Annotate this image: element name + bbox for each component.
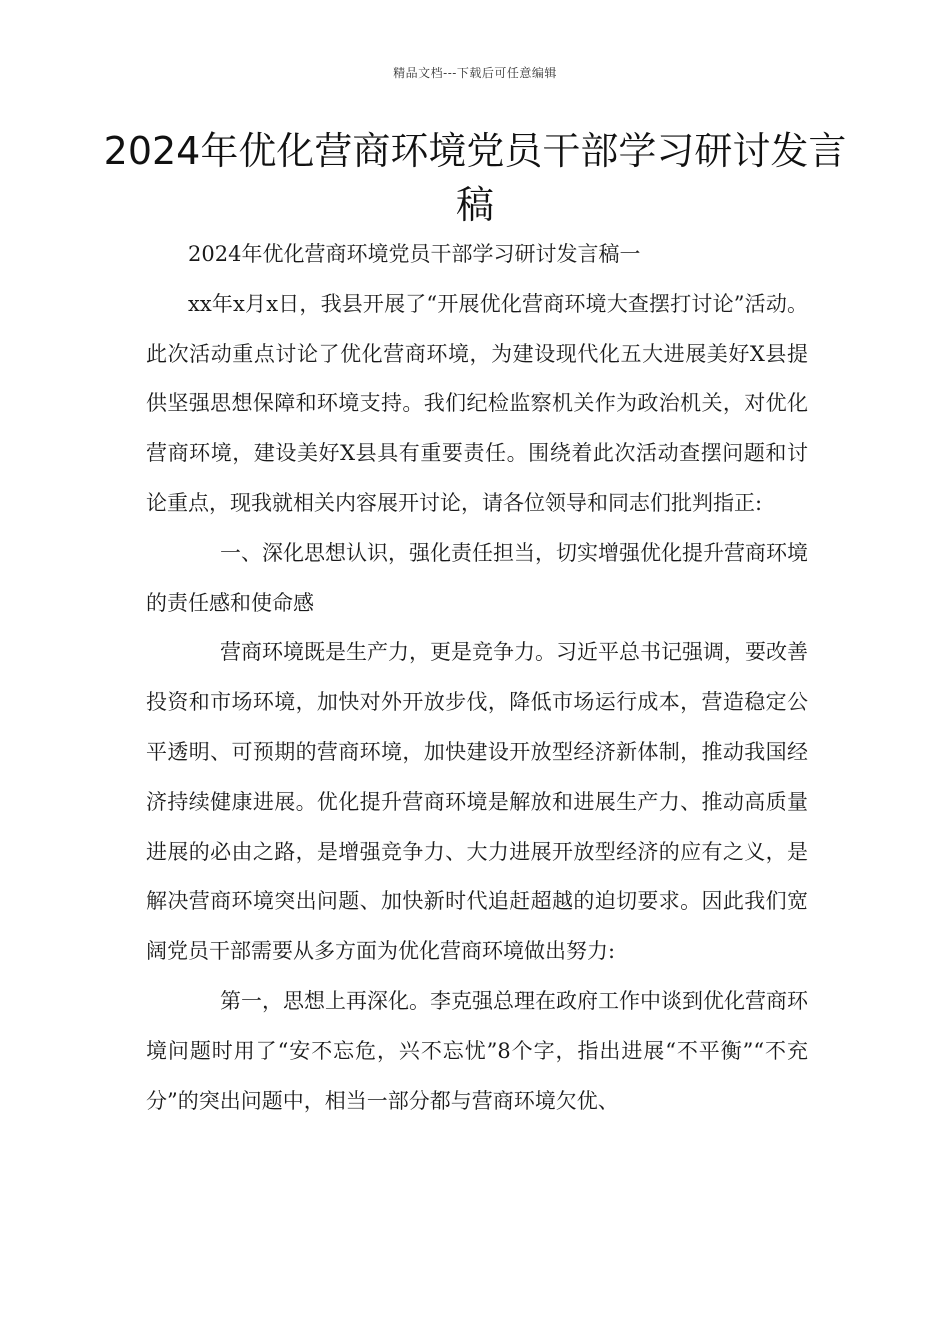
section-heading-1: 一、深化思想认识，强化责任担当，切实增强优化提升营商环境的责任感和使命感: [146, 540, 808, 615]
header-note: 精品文档---下载后可任意编辑: [393, 66, 557, 80]
document-subtitle: 2024年优化营商环境党员干部学习研讨发言稿一: [188, 242, 641, 266]
document-title: 2024年优化营商环境党员干部学习研讨发言稿: [103, 129, 847, 227]
paragraph-first-point: 第一，思想上再深化。李克强总理在政府工作中谈到优化营商环境问题时用了“安不忘危，兴不忘忧”8个字，指出进展“不平衡”“不充分”的突出问题中，相当一部分都与营商环境欠优、: [146, 988, 808, 1113]
paragraph-business-environment: 营商环境既是生产力，更是竞争力。习近平总书记强调，要改善投资和市场环境，加快对外开放步伐，降低市场运行成本，营造稳定公平透明、可预期的营商环境，加快建设开放型经济新体制，推动我国经济持续健康进展。优化提升营商环境是解放和进展生产力、推动高质量进展的必由之路，是增强竞争力、大力进展开放型经济的应有之义，是解决营商环境突出问题、加快新时代追赶超越的迫切要求。因此我们宽阔党员干部需要从多方面为优化营商环境做出努力:: [146, 640, 808, 964]
paragraph-intro: xx年x月x日，我县开展了“开展优化营商环境大查摆打讨论”活动。此次活动重点讨论了优化营商环境，为建设现代化五大进展美好X县提供坚强思想保障和环境支持。我们纪检监察机关作为政治机关，对优化营商环境，建设美好X县具有重要责任。围绕着此次活动查摆问题和讨论重点，现我就相关内容展开讨论，请各位领导和同志们批判指正:: [146, 291, 808, 515]
document-body: [146, 230, 808, 1126]
